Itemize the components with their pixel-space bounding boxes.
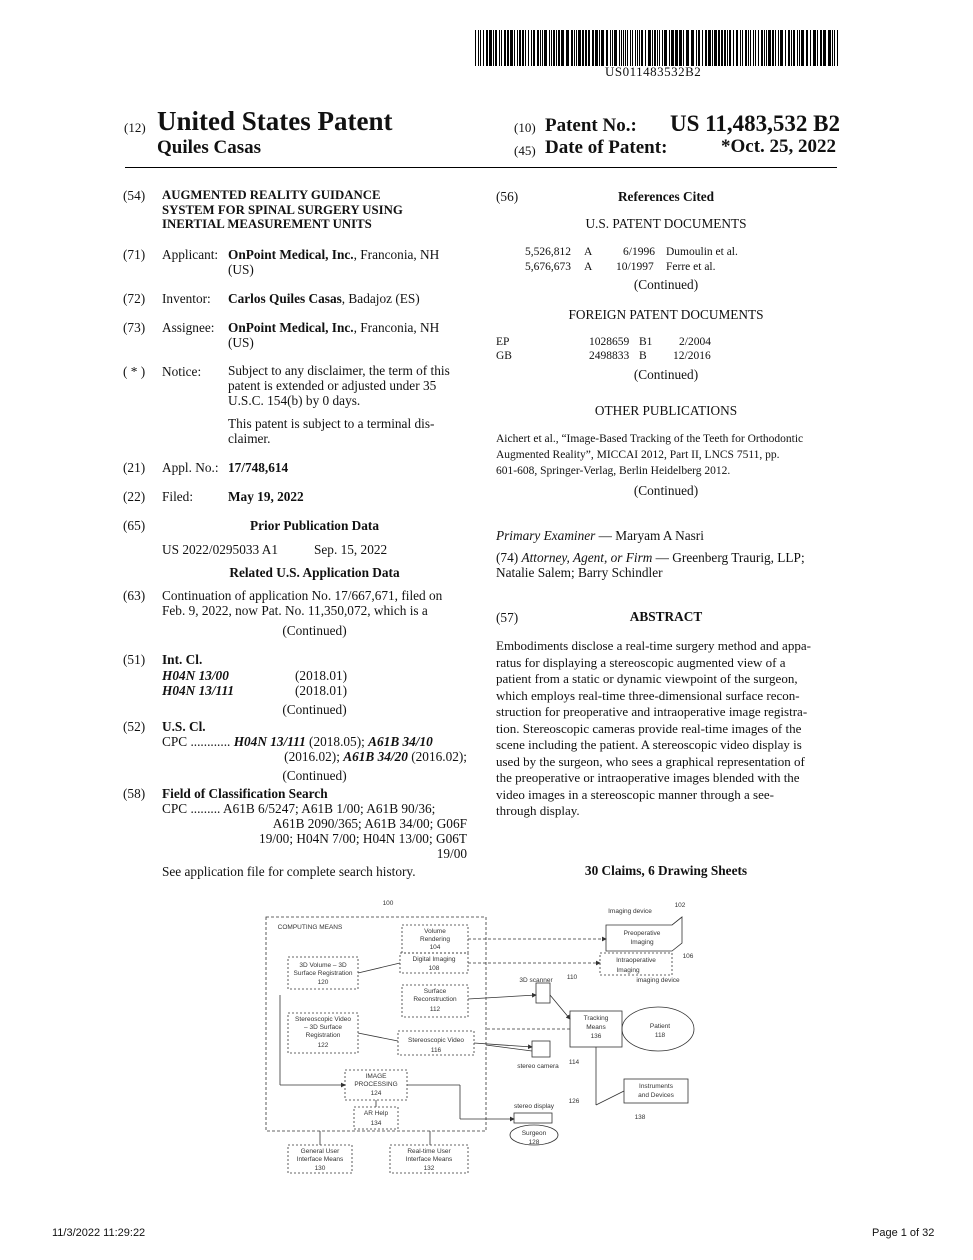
realtime-ui-label: Interface Means: [405, 1156, 453, 1163]
cpc-version: (2018.05);: [305, 734, 369, 749]
notice-code: ( * ): [123, 364, 146, 379]
continued-note: (Continued): [282, 768, 347, 783]
abstract-line: video images in a stereoscopic manner through a see-: [496, 786, 774, 802]
foreign-date: 12/2016: [673, 350, 711, 362]
us-docs-heading: U.S. PATENT DOCUMENTS: [585, 216, 747, 231]
assignee-location: , Franconia, NH: [353, 320, 440, 335]
imaging-device-label: Imaging device: [608, 908, 652, 915]
foreign-kind: B: [639, 350, 647, 362]
foreign-number: 2498833: [589, 350, 630, 362]
stereo-registration-label: Registration: [305, 1032, 341, 1039]
inventor-name: Carlos Quiles Casas: [228, 291, 342, 306]
ref-108: 108: [428, 965, 440, 972]
instruments-label: and Devices: [638, 1092, 674, 1099]
stereo-camera-label: stereo camera: [517, 1063, 559, 1070]
cpc-version: (2016.02);: [284, 749, 344, 764]
assignee-label: Assignee:: [162, 320, 215, 335]
other-pubs-heading: OTHER PUBLICATIONS: [594, 403, 738, 418]
applicant-label: Applicant:: [162, 247, 219, 262]
attorney: [496, 550, 837, 580]
filed-code: (22): [123, 489, 146, 504]
ar-help-label: AR Help: [363, 1110, 389, 1117]
ref-122: 122: [317, 1042, 329, 1049]
intcl-class: H04N 13/00: [162, 668, 229, 683]
continued-note: (Continued): [633, 483, 699, 498]
abstract-line: used by the surgeon, who sees a graphical representation of: [496, 753, 805, 769]
ref-138: 138: [634, 1114, 646, 1121]
field-line: CPC ......... A61B 6/5247; A61B 1/00; A61B 90/36;: [162, 801, 436, 816]
scanner-3d-label: 3D scanner: [519, 977, 553, 984]
foreign-docs-heading: FOREIGN PATENT DOCUMENTS: [568, 307, 764, 322]
doc-number: 5,676,673: [525, 261, 571, 273]
field-search-code: (58): [123, 786, 146, 801]
us-doc-row: [525, 245, 571, 260]
continuation-code: (63): [123, 588, 146, 603]
prior-pub-date: Sep. 15, 2022: [314, 542, 388, 557]
title-line: INERTIAL MEASUREMENT UNITS: [162, 217, 372, 231]
other-pub-line: Aichert et al., “Image-Based Tracking of the Teeth for Orthodontic: [496, 433, 804, 445]
foreign-kind: B1: [639, 336, 653, 348]
intcl-label: Int. Cl.: [162, 652, 203, 667]
computing-means-label: COMPUTING MEANS: [277, 924, 343, 931]
title-line: SYSTEM FOR SPINAL SURGERY USING: [162, 202, 403, 217]
abstract-line: ratus for displaying a stereoscopic augmented view of a: [496, 654, 786, 670]
appl-label: Appl. No.:: [162, 460, 219, 475]
title-line: AUGMENTED REALITY GUIDANCE: [162, 188, 381, 202]
cpc-class: H04N 13/111: [233, 734, 306, 749]
patent-date: *Oct. 25, 2022: [721, 136, 837, 157]
attorney-label: Attorney, Agent, or Firm: [521, 550, 653, 565]
search-history-note: See application file for complete search history.: [162, 864, 416, 879]
continuation-line: Continuation of application No. 17/667,671, filed on: [162, 588, 443, 603]
cpc-prefix: CPC ............: [162, 734, 231, 749]
ref-114: 114: [568, 1059, 580, 1066]
doc-date: 10/1997: [616, 261, 654, 273]
ref-124: 124: [370, 1090, 382, 1097]
stereo-registration-label: – 3D Surface: [304, 1024, 342, 1031]
general-ui-label: General User: [300, 1148, 340, 1155]
applicant-location: , Franconia, NH: [353, 247, 440, 262]
intcl-class: H04N 13/111: [162, 683, 235, 698]
cpc-version: (2016.02);: [407, 749, 467, 764]
other-pub-line: Augmented Reality”, MICCAI 2012, Part II, LNCS 7511, pp.: [496, 449, 780, 461]
ref-136: 136: [590, 1033, 602, 1040]
field-line: 19/00: [436, 846, 467, 861]
realtime-ui-label: Real-time User: [407, 1148, 451, 1155]
notice-line: U.S.C. 154(b) by 0 days.: [228, 393, 361, 408]
date-label: Date of Patent:: [545, 137, 668, 158]
surface-registration-label: Surface Registration: [293, 970, 353, 977]
doc-date: 6/1996: [623, 246, 655, 258]
assignee-country: (US): [228, 335, 254, 350]
cpc-class: A61B 34/10: [368, 734, 433, 749]
notice-line: patent is extended or adjusted under 35: [228, 378, 437, 393]
abstract-line: struction for preoperative and intraoperative image registra-: [496, 704, 808, 719]
instruments-label: Instruments: [639, 1083, 673, 1090]
ref-112: 112: [429, 1006, 441, 1013]
image-processing-label: IMAGE: [365, 1073, 387, 1080]
tracking-means-label: Tracking: [583, 1015, 609, 1022]
doc-kind: A: [584, 261, 593, 273]
print-timestamp: 11/3/2022 11:29:22: [52, 1227, 146, 1239]
foreign-country: GB: [496, 350, 512, 362]
terminal-disclaimer-line: claimer.: [228, 431, 271, 446]
image-processing-label: PROCESSING: [354, 1081, 398, 1088]
date-code: (45): [514, 143, 536, 158]
abstract-line: scene including the patient. A stereoscopic video display is: [496, 737, 802, 752]
continued-note: (Continued): [633, 367, 699, 382]
barcode-number: US011483532B2: [605, 64, 702, 79]
patient-label: Patient: [649, 1023, 671, 1030]
digital-imaging-label: Digital Imaging: [412, 956, 456, 963]
tracking-means-label: Means: [586, 1024, 606, 1031]
notice-line: Subject to any disclaimer, the term of this: [228, 363, 450, 378]
ref-118: 118: [654, 1032, 666, 1039]
continuation-line: Feb. 9, 2022, now Pat. No. 11,350,072, which is a: [162, 603, 428, 618]
ref-102: 102: [674, 902, 686, 909]
appl-number: 17/748,614: [228, 460, 289, 475]
preoperative-label: Imaging: [630, 939, 654, 946]
examiner-name: — Maryam A Nasri: [595, 528, 704, 543]
patent-no-code: (10): [514, 120, 536, 135]
general-ui-label: Interface Means: [296, 1156, 344, 1163]
ref-130: 130: [314, 1165, 326, 1172]
system-diagram: [250, 895, 720, 1180]
ref-132: 132: [423, 1165, 435, 1172]
foreign-number: 1028659: [589, 336, 630, 348]
other-pub-line: 601-608, Springer-Verlag, Berlin Heidelberg 2012.: [496, 465, 731, 477]
references-heading: References Cited: [617, 189, 715, 204]
patent-no: US 11,483,532 B2: [670, 111, 840, 136]
attorney-code: (74): [496, 550, 522, 565]
ref-116: 116: [430, 1047, 442, 1054]
notice-label: Notice:: [162, 364, 202, 379]
assignee-code: (73): [123, 320, 146, 335]
ref-120: 120: [317, 979, 329, 986]
inventor-location: , Badajoz (ES): [341, 291, 420, 306]
volume-rendering-label: Rendering: [420, 936, 450, 943]
abstract-line: through display.: [496, 803, 580, 818]
ref-128: 128: [528, 1139, 540, 1146]
intcl-version: (2018.01): [295, 668, 348, 683]
us-doc-row: [525, 260, 571, 275]
inventor-short: Quiles Casas: [157, 137, 261, 158]
inventor-label: Inventor:: [162, 291, 211, 306]
imaging-device-label: imaging device: [636, 977, 680, 984]
surface-reconstruction-label: Surface: [423, 988, 447, 995]
volume-rendering-label: Volume: [424, 928, 446, 935]
abstract-line: tion. Stereoscopic cameras provide real-time images of the: [496, 720, 802, 736]
ref-100: 100: [382, 900, 394, 907]
preoperative-label: Preoperative: [623, 930, 661, 937]
foreign-country: EP: [496, 336, 510, 348]
kind-code-label: (12): [124, 120, 146, 135]
claims-count: 30 Claims, 6 Drawing Sheets: [584, 863, 748, 878]
related-app-heading: Related U.S. Application Data: [229, 565, 400, 580]
stereoscopic-video-label: Stereoscopic Video: [408, 1037, 464, 1044]
doc-kind: A: [584, 246, 593, 258]
foreign-date: 2/2004: [679, 336, 711, 348]
doc-name: Dumoulin et al.: [666, 246, 738, 258]
applicant-code: (71): [123, 247, 146, 262]
field-search-label: Field of Classification Search: [162, 786, 328, 801]
refs-code: (56): [496, 189, 519, 204]
abstract-line: Embodiments disclose a real-time surgery method and appa-: [496, 638, 811, 653]
appl-code: (21): [123, 460, 146, 475]
field-line: A61B 2090/365; A61B 34/00; G06F: [272, 816, 467, 831]
intraoperative-label: Imaging: [616, 967, 640, 974]
field-line: 19/00; H04N 7/00; H04N 13/00; G06T: [259, 831, 467, 846]
abstract-line: which employs real-time three-dimensional surface recon-: [496, 687, 800, 703]
computing-means-box: [266, 917, 486, 1131]
applicant-country: (US): [228, 262, 254, 277]
ref-126: 126: [568, 1098, 580, 1105]
intcl-code: (51): [123, 652, 146, 667]
inventor-code: (72): [123, 291, 146, 306]
cpc-class: A61B 34/20: [343, 749, 408, 764]
surface-reconstruction-label: Reconstruction: [413, 996, 457, 1003]
stereo-display-label: stereo display: [513, 1103, 555, 1110]
continued-note: (Continued): [282, 702, 347, 717]
ref-110: 110: [566, 974, 578, 981]
prior-pub-code: (65): [123, 518, 146, 533]
filed-label: Filed:: [162, 489, 194, 504]
assignee-name: OnPoint Medical, Inc.: [228, 320, 354, 335]
surface-registration-label: 3D Volume – 3D: [299, 962, 347, 969]
ref-106: 106: [682, 953, 694, 960]
terminal-disclaimer-line: This patent is subject to a terminal dis-: [228, 416, 435, 431]
page-indicator: Page 1 of 32: [872, 1227, 935, 1239]
abstract-line: patient from a static or dynamic viewpoint of the surgeon,: [496, 671, 798, 686]
abstract-heading: ABSTRACT: [629, 609, 703, 624]
uscl-label: U.S. Cl.: [162, 719, 206, 734]
other-pubs-text: [496, 431, 837, 479]
abstract-code: (57): [496, 610, 519, 625]
doc-number: 5,526,812: [525, 246, 571, 258]
doc-name: Ferre et al.: [666, 261, 716, 273]
stereo-registration-label: Stereoscopic Video: [295, 1016, 351, 1023]
intcl-version: (2018.01): [295, 683, 348, 698]
prior-pub-number: US 2022/0295033 A1: [162, 542, 278, 557]
patent-no-label: Patent No.:: [545, 115, 637, 136]
intraoperative-label: Intraoperative: [616, 957, 656, 964]
applicant-name: OnPoint Medical, Inc.: [228, 247, 354, 262]
continued-note: (Continued): [633, 277, 699, 292]
surgeon-label: Surgeon: [521, 1130, 547, 1137]
patent-kind-title: United States Patent: [157, 106, 393, 136]
filed-date: May 19, 2022: [228, 489, 304, 504]
attorney-text: — Greenberg Traurig, LLP;: [652, 550, 805, 565]
examiner-label: Primary Examiner: [496, 528, 596, 543]
prior-pub-heading: Prior Publication Data: [249, 518, 380, 533]
continued-note: (Continued): [282, 623, 347, 638]
abstract-line: the preoperative or intraoperative images blended with the: [496, 770, 800, 785]
ref-134: 134: [370, 1120, 382, 1127]
attorney-names: Natalie Salem; Barry Schindler: [496, 565, 663, 580]
uscl-code: (52): [123, 719, 146, 734]
primary-examiner: [496, 528, 704, 543]
title-code: (54): [123, 188, 146, 203]
ref-104: 104: [429, 944, 441, 951]
abstract-text: [496, 638, 838, 820]
